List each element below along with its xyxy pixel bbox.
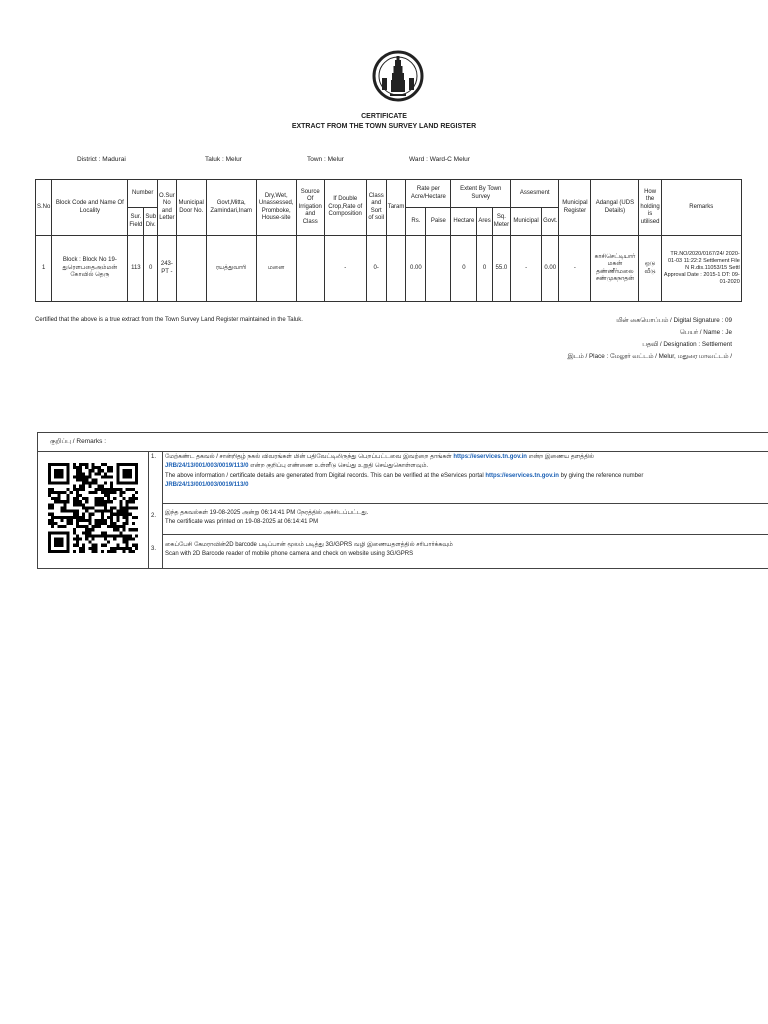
cell-rs: 0.00 [406, 236, 426, 302]
header-assess-govt: Govt. [542, 208, 559, 236]
remark-number: 3. [151, 546, 157, 552]
header-block: Block Code and Name Of Locality [52, 180, 128, 236]
cell-sub-div: 0 [144, 236, 158, 302]
remarks-section [37, 432, 768, 569]
header-adangal: Adangal (UDS Details) [591, 180, 639, 236]
header-remarks: Remarks [661, 180, 741, 236]
cell-govt: ரயத்துவாரி [206, 236, 256, 302]
signatory-name: பெயர் / Name : Je [679, 329, 732, 336]
remark-2-tamil: இந்த தகவல்கள் 19-08-2025 அன்று 06:14:41 PM நேரத்தில் அச்சிடப்பட்டது. [165, 510, 369, 516]
ward-label: Ward : Ward-C Melur [409, 156, 470, 163]
cell-hectare: 0 [451, 236, 477, 302]
remark-3-tamil: கைப்பேசி கேமராவின்2D barcode படிப்பான் மூலம் படித்து 3G/GPRS வழி இணையதளத்தில் சரிபார்க்கவும் [165, 542, 453, 548]
certified-statement: Certified that the above is a true extract from the Town Survey Land Register maintained in the Taluk. [35, 317, 303, 323]
remarks-heading [38, 433, 768, 452]
header-hectare: Hectare [451, 208, 477, 236]
header-paise: Paise [426, 208, 451, 236]
cell-source [296, 236, 324, 302]
cell-adangal: காசிசெட்டியார் மகன் தண்ணீர்மலை சண்முகநாதன் [591, 236, 639, 302]
eservices-link-english[interactable]: https://eservices.tn.gov.in [485, 472, 559, 479]
header-rs: Rs. [406, 208, 426, 236]
cell-sno: 1 [36, 236, 52, 302]
header-sq-meter: Sq. Meter [492, 208, 510, 236]
header-assess-municipal: Municipal [511, 208, 542, 236]
cell-class-soil: 0- [366, 236, 386, 302]
district-label: District : Madurai [77, 156, 126, 163]
reference-number-link[interactable]: JRB/24/13/001/003/0019/113/0 [165, 463, 249, 470]
certificate-title: CERTIFICATE [361, 113, 407, 120]
header-sub-div: Sub Div. [144, 208, 158, 236]
cell-taram [386, 236, 406, 302]
remark-text [165, 541, 453, 560]
remark-number: 1. [151, 454, 157, 460]
cell-how-utilised: ஒடு வீடு [639, 236, 661, 302]
digital-signature: மின் கையொப்பம் / Digital Signature : 09 [616, 317, 732, 324]
cell-dry-wet: மனை [256, 236, 296, 302]
qr-code-icon [48, 463, 138, 553]
remark-3-english: Scan with 2D Barcode reader of mobile phone camera and check on website using 3G/GPRS [165, 551, 414, 558]
header-assesment: Assesment [511, 180, 559, 208]
cell-paise [426, 236, 451, 302]
remark-item [151, 451, 768, 504]
header-double-crop: If Double Crop,Rate of Composition [324, 180, 366, 236]
cell-double-crop: - [324, 236, 366, 302]
header-municipal-door: Municipal Door No. [176, 180, 206, 236]
signatory-place: இடம் / Place : மேலூர் வட்டம் / Melur, மதுரை மாவட்டம் / [567, 353, 732, 360]
remark-item [151, 504, 768, 535]
remark-text [165, 509, 368, 528]
cell-municipal-register: - [559, 236, 591, 302]
tamil-nadu-emblem [372, 50, 424, 102]
remark-number: 2. [151, 513, 157, 519]
remark-1-tamil-2: என்ற குறிப்பு எண்ணை உள்ளீடு செய்து உறுதி செய்துகொள்ளவும். [248, 463, 429, 470]
header-extent: Extent By Town Survey [451, 180, 511, 208]
cell-sur-field: 113 [128, 236, 144, 302]
qr-cell [38, 451, 149, 568]
header-dry-wet: Dry,Wet, Unassessed, Promboke, House-site [256, 180, 296, 236]
cell-block: Block : Block No 19-துரௌபதைஅம்மன் கோவில் தெரு [52, 236, 128, 302]
taluk-label: Taluk : Melur [205, 156, 242, 163]
cell-osur: 243-PT - [158, 236, 177, 302]
remark-2-english: The certificate was printed on 19-08-2025 at 06:14:41 PM [165, 519, 319, 526]
cell-assess-municipal: - [511, 236, 542, 302]
remarks-heading-label: குறிப்பு / Remarks : [50, 438, 107, 445]
eservices-link[interactable]: https://eservices.tn.gov.in [453, 454, 527, 460]
header-taram: Taram [386, 180, 406, 236]
header-rate: Rate per Acre/Hectare [406, 180, 451, 208]
remark-text [165, 453, 643, 490]
header-sno: S.No [36, 180, 52, 236]
header-sur-field: Sur. Field [128, 208, 144, 236]
header-class-soil: Class and Sort of soil [366, 180, 386, 236]
header-number: Number [128, 180, 158, 208]
remark-item [151, 535, 768, 567]
cell-assess-govt: 0.00 [542, 236, 559, 302]
header-govt: Govt,Mitta, Zamindari,Inam [206, 180, 256, 236]
remark-1-english-end: by giving the reference number [558, 472, 644, 479]
remark-1-tamil: மேற்கண்ட தகவல் / சான்றிதழ் நகல் விவரங்கள் மின் பதிவேட்டிலிருந்து பெறப்பட்டவை இவற்றை தாங்கள் [165, 454, 454, 460]
remark-1-tamil-end: என்ற இணைய தளத்தில் [526, 454, 594, 460]
header-osur: O.Sur No and Letter [158, 180, 177, 236]
header-how-utilised: How the holding is utilised [639, 180, 661, 236]
land-register-table [35, 179, 742, 302]
header-source: Source Of Irrigation and Class [296, 180, 324, 236]
signatory-designation: பதவி / Designation : Settlement [642, 341, 732, 348]
reference-number-link-english[interactable]: JRB/24/13/001/003/0019/113/0 [165, 481, 249, 488]
cell-municipal-door [176, 236, 206, 302]
cell-sq-meter: 55.0 [492, 236, 510, 302]
certificate-subtitle: EXTRACT FROM THE TOWN SURVEY LAND REGISTER [291, 123, 477, 130]
table-row [36, 236, 742, 302]
cell-remarks: TR.NO/2020/0167/24/ 2020-01-03 11:22:2 Settlement File N R.dis.11053/15 Settl Approval Date : 2015-1 DT: 09-01-2020 [661, 236, 741, 302]
header-municipal-register: Municipal Register [559, 180, 591, 236]
cell-ares: 0 [477, 236, 492, 302]
header-ares: Ares [477, 208, 492, 236]
remark-1-english: The above information / certificate details are generated from Digital records. This can be verified at the eServices portal [165, 472, 486, 479]
town-label: Town : Melur [307, 156, 344, 163]
